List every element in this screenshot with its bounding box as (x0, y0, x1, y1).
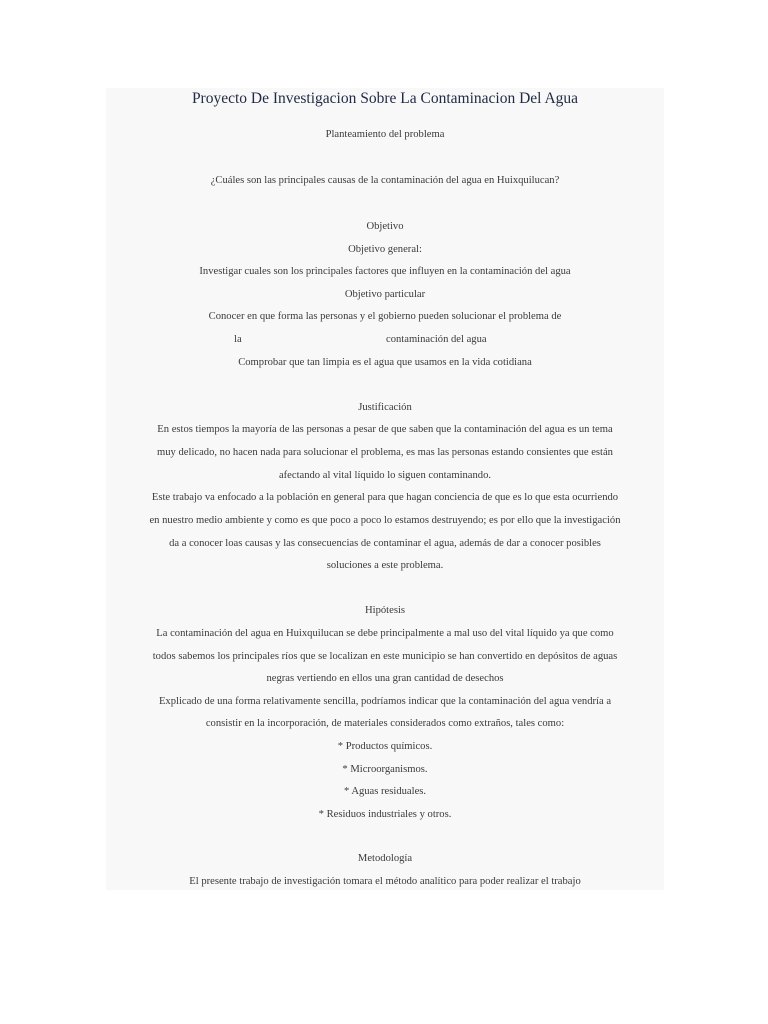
justification-line: afectando al vital líquido lo siguen contaminando. (278, 470, 492, 481)
hypothesis-line: negras vertiendo en ellos una gran cantidad de desechos (266, 673, 504, 684)
justification-heading: Justificación (358, 402, 412, 413)
justification-line: soluciones a este problema. (326, 560, 444, 571)
hypothesis-list-item: * Residuos industriales y otros. (318, 809, 452, 820)
document-page (106, 88, 664, 890)
research-question: ¿Cuáles son las principales causas de la contaminación del agua en Huixquilucan? (210, 175, 560, 186)
problem-heading: Planteamiento del problema (325, 129, 445, 140)
justification-line: muy delicado, no hacen nada para solucionar el problema, es mas las personas estando consientes que están (157, 447, 613, 458)
justification-line: en nuestro medio ambiente y como es que poco a poco lo estamos destruyendo; es por ello que la investigación (149, 515, 621, 526)
hypothesis-list-item: * Productos químicos. (337, 741, 433, 752)
particular-objective-continuation: contaminación del agua (386, 334, 487, 345)
justification-line: En estos tiempos la mayoría de las personas a pesar de que saben que la contaminación del agua es un tema (157, 424, 613, 435)
methodology-line: El presente trabajo de investigación tomara el método analítico para poder realizar el trabajo (189, 876, 581, 887)
hypothesis-line: La contaminación del agua en Huixquilucan se debe principalmente a mal uso del vital líquido ya que como (156, 628, 614, 639)
particular-objective-line: Conocer en que forma las personas y el gobierno pueden solucionar el problema de (208, 311, 562, 322)
hypothesis-line: Explicado de una forma relativamente sencilla, podríamos indicar que la contaminación del agua vendría a (158, 696, 612, 707)
hypothesis-list-item: * Aguas residuales. (343, 786, 427, 797)
particular-objective-line: Comprobar que tan limpia es el agua que usamos en la vida cotidiana (238, 357, 532, 368)
document-title: Proyecto De Investigacion Sobre La Contaminacion Del Agua (191, 90, 579, 107)
methodology-heading: Metodología (357, 853, 413, 864)
objective-heading: Objetivo (366, 221, 404, 232)
general-objective-heading: Objetivo general: (348, 244, 422, 255)
hypothesis-line: consistir en la incorporación, de materiales considerados como extraños, tales como: (205, 718, 565, 729)
hypothesis-list-item: * Microorganismos. (342, 764, 428, 775)
general-objective-text: Investigar cuales son los principales factores que influyen en la contaminación del agua (199, 266, 571, 277)
hypothesis-heading: Hipótesis (364, 605, 406, 616)
hypothesis-line: todos sabemos los principales ríos que se localizan en este municipio se han convertido en depósitos de aguas (152, 651, 618, 662)
particular-objective-word: la (234, 334, 242, 345)
justification-line: da a conocer loas causas y las consecuencias de contaminar el agua, además de dar a conocer posibles (169, 538, 601, 549)
justification-line: Este trabajo va enfocado a la población en general para que hagan conciencia de que es lo que esta ocurriendo (151, 492, 619, 503)
particular-objective-heading: Objetivo particular (344, 289, 426, 300)
